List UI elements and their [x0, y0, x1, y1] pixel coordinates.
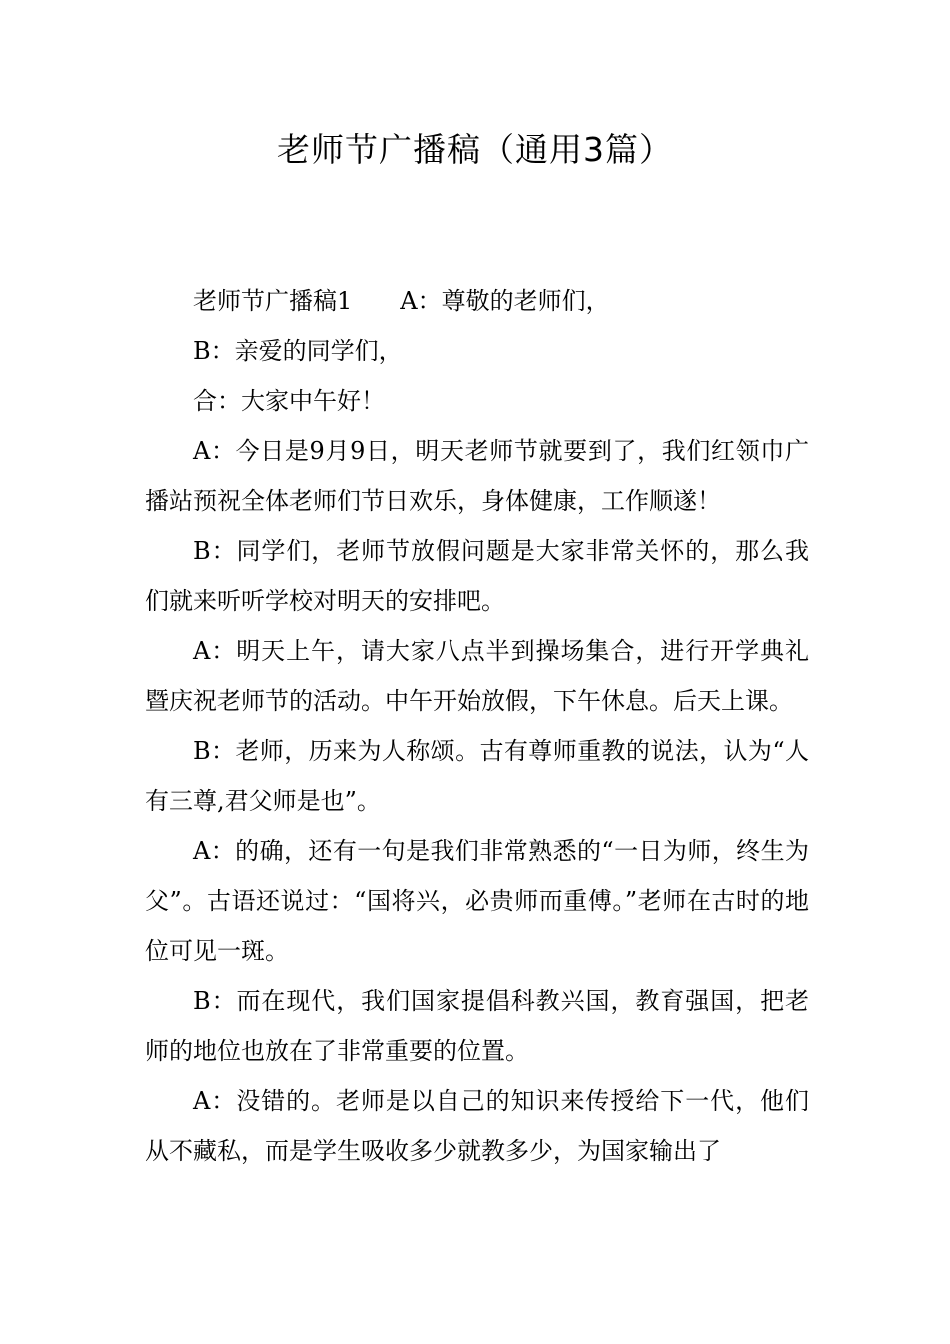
paragraph-4: A：今日是9月9日，明天老师节就要到了，我们红领巾广播站预祝全体老师们节日欢乐，身体健康，工作顺遂！ [145, 437, 809, 515]
paragraph-3: 合：大家中午好！ [193, 387, 385, 415]
document-body [145, 276, 809, 1176]
paragraph-1 [145, 276, 809, 326]
paragraph-2: B：亲爱的同学们， [193, 337, 403, 365]
paragraph-9: B：而在现代，我们国家提倡科教兴国，教育强国，把老师的地位也放在了非常重要的位置。 [145, 987, 809, 1065]
paragraph-5: B：同学们，老师节放假问题是大家非常关怀的，那么我们就来听听学校对明天的安排吧。 [145, 537, 809, 615]
section-heading: 老师节广播稿1 [193, 287, 353, 315]
document-title: 老师节广播稿（通用3篇） [277, 130, 673, 169]
speech-line: A：尊敬的老师们， [400, 287, 610, 315]
paragraph-8: A：的确，还有一句是我们非常熟悉的“一日为师，终生为父”。古语还说过：“国将兴，必贵师而重傅。”老师在古时的地位可见一斑。 [145, 837, 809, 965]
paragraph-7: B：老师，历来为人称颂。古有尊师重教的说法，认为“人有三尊,君父师是也”。 [145, 737, 809, 815]
paragraph-10: A：没错的。老师是以自己的知识来传授给下一代，他们从不藏私，而是学生吸收多少就教多少，为国家输出了 [145, 1087, 809, 1165]
paragraph-6: A：明天上午，请大家八点半到操场集合，进行开学典礼暨庆祝老师节的活动。中午开始放假，下午休息。后天上课。 [145, 637, 809, 715]
